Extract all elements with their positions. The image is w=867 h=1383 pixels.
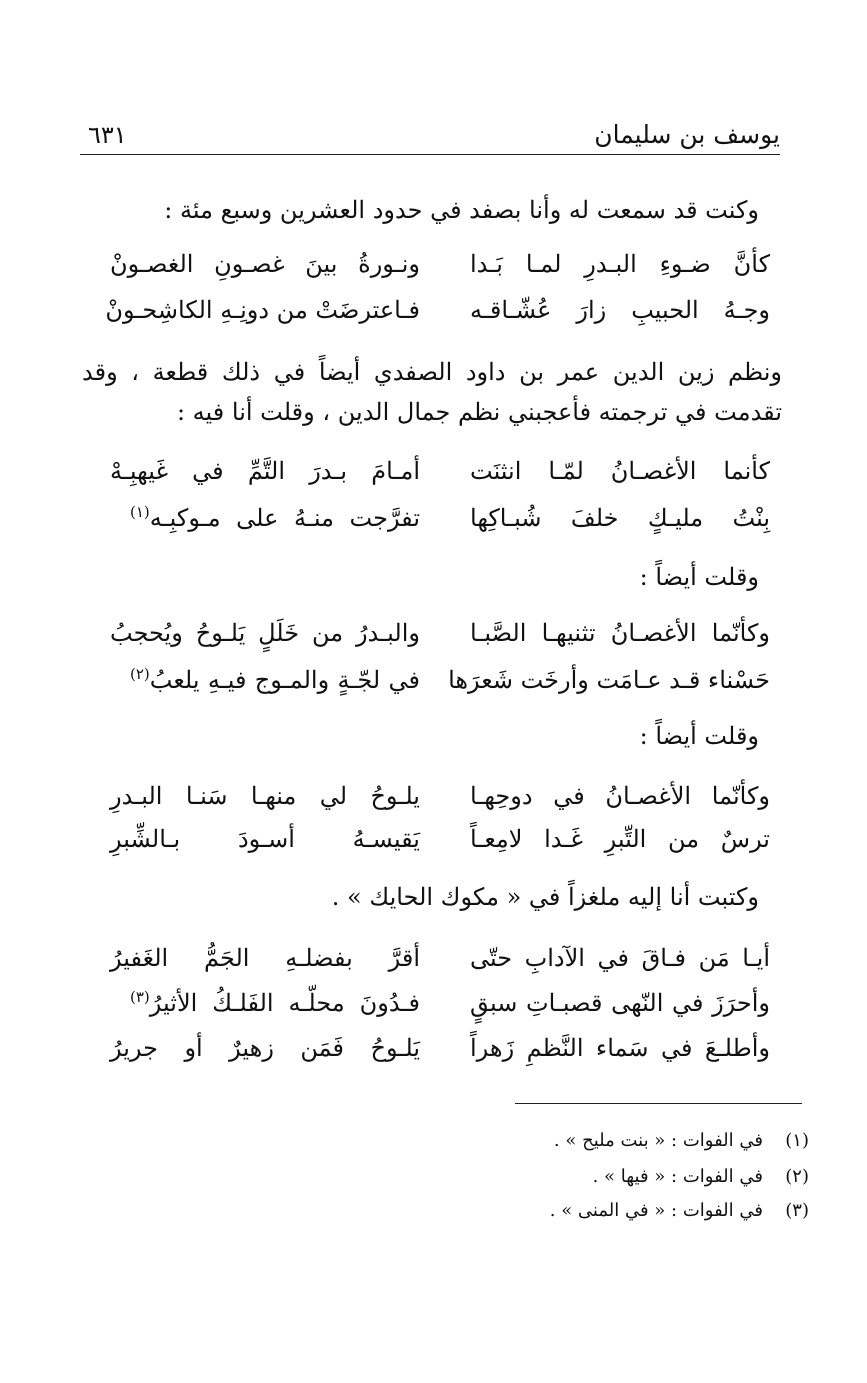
hemistich-first: ترسٌ من التِّبرِ غَـدا لامِعـاً	[470, 825, 770, 853]
footnote	[554, 1128, 809, 1154]
paragraph-4: وقلت أيضاً :	[639, 722, 759, 750]
hemistich-second	[130, 497, 420, 539]
footnote-marker: (١)	[130, 503, 150, 521]
verse-line	[110, 659, 770, 701]
footnote-number: (١)	[785, 1130, 809, 1151]
hemistich-first: وأحرَزَ في النّهى قصبـاتِ سبقٍ	[470, 989, 770, 1017]
paragraph-1: وكنت قد سمعت له وأنا بصفد في حدود العشرين وسبع مئة :	[164, 196, 759, 224]
verse-line	[105, 289, 770, 331]
hemistich-first: حَسْناء قـد عـامَت وأرخَت شَعرَها	[448, 666, 770, 694]
hemistich-second: فـاعترضَتْ من دونِـهِ الكاشِحـونْ	[105, 296, 420, 324]
running-title: يوسف بن سليمان	[594, 120, 780, 149]
paragraph-2: ونظم زين الدين عمر بن داود الصفدي أيضاً في ذلك قطعة ، وقد تقدمت في ترجمته فأعجبني نظم جمال الدين ، وقلت أنا فيه :	[82, 358, 782, 426]
hemistich-first: وكأنّما الأغصـانُ تثنيهـا الصَّبـا	[470, 619, 770, 647]
hemistich-second	[130, 982, 420, 1024]
footnote-number: (٣)	[785, 1200, 809, 1221]
hemistich-second: أقرَّ بفضلـهِ الجَمُّ الغَفيرُ	[110, 944, 420, 972]
hemistich-text: في لجّـةٍ والمـوج فيـهِ يلعبُ	[149, 666, 420, 694]
hemistich-first: أيـا مَن فـاقَ في الآدابِ حتّى	[470, 944, 770, 972]
page-header	[80, 118, 780, 155]
verse-line	[110, 612, 770, 654]
footnote-text: في الفوات : « في المنى » .	[549, 1200, 763, 1221]
hemistich-second: يلـوحُ لي منهـا سَنـا البـدرِ	[110, 782, 420, 810]
verse-line	[110, 937, 770, 979]
verse-line	[110, 775, 770, 817]
footnote-divider	[515, 1103, 802, 1104]
footnote-text: في الفوات : « فيها » .	[592, 1166, 763, 1187]
verse-line	[110, 982, 770, 1024]
paragraph-3: وقلت أيضاً :	[639, 563, 759, 591]
page-number: ٦٣١	[88, 121, 127, 149]
verse-line	[110, 450, 770, 492]
hemistich-text: تفرَّجت منـهُ على مـوكبِـه	[149, 504, 420, 532]
verse-line	[110, 497, 770, 539]
hemistich-second: والبـدرُ من خَلَلٍ يَلـوحُ ويُحجبُ	[110, 619, 420, 647]
footnote-number: (٢)	[785, 1166, 809, 1187]
verse-line	[110, 243, 770, 285]
hemistich-first: وجـهُ الحبيبِ زارَ عُشّـاقـه	[470, 296, 770, 324]
footnote-marker: (٢)	[130, 665, 150, 683]
verse-line	[110, 818, 770, 860]
footnote-text: في الفوات : « بنت مليح » .	[553, 1130, 763, 1151]
hemistich-first: وأطلـعَ في سَماء النَّظمِ زَهراً	[470, 1034, 770, 1062]
hemistich-text: فـدُونَ محلّـه الفَلـكُ الأثيرُ	[149, 989, 420, 1017]
hemistich-second	[130, 659, 420, 701]
verse-line	[110, 1027, 770, 1069]
footnote-marker: (٣)	[130, 988, 150, 1006]
hemistich-second: ونـورةُ بينَ غصـونِ الغصـونْ	[110, 250, 420, 278]
hemistich-first: كأنَّ ضـوءِ البـدرِ لمـا بَـدا	[470, 250, 770, 278]
paragraph-5: وكتبت أنا إليه ملغزاً في « مكوك الحايك » .	[331, 883, 759, 911]
hemistich-first: كأنما الأغصـانُ لمّـا انثنَت	[470, 457, 770, 485]
hemistich-second: يَقيسـهُ أسـودَ بـالشِّبرِ	[110, 825, 420, 853]
hemistich-first: بِنْتُ مليـكٍ خلفَ شُبـاكِها	[470, 504, 770, 532]
hemistich-second: يَلـوحُ فَمَن زهيرٌ أو جريرُ	[110, 1034, 420, 1062]
footnote	[593, 1164, 809, 1190]
footnote	[550, 1198, 809, 1224]
hemistich-second: أمـامَ بـدرَ التَّمِّ في غَيهبِـهْ	[110, 457, 420, 485]
hemistich-first: وكأنّما الأغصـانُ في دوحِهـا	[470, 782, 770, 810]
